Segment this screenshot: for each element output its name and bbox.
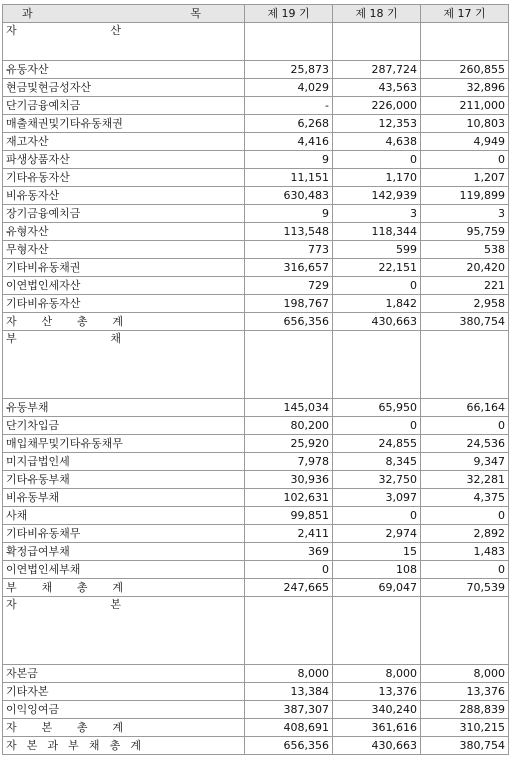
row-label: 이연법인세자산	[3, 277, 245, 295]
row-label: 기타비유동자산	[3, 295, 245, 313]
asset-total-row-value: 430,663	[333, 313, 421, 331]
row-value: 25,873	[245, 61, 333, 79]
row-value: 145,034	[245, 399, 333, 417]
row-label: 단기금융예치금	[3, 97, 245, 115]
row-value: 142,939	[333, 187, 421, 205]
row-label: 기타자본	[3, 683, 245, 701]
section-empty-cell	[421, 23, 509, 61]
row-value: 66,164	[421, 399, 509, 417]
row-value: 0	[333, 417, 421, 435]
liability-total-row-value: 247,665	[245, 579, 333, 597]
row-label: 기타비유동채권	[3, 259, 245, 277]
row-value: 630,483	[245, 187, 333, 205]
row-value: 3	[333, 205, 421, 223]
row-label: 기타유동부채	[3, 471, 245, 489]
table-row	[3, 507, 509, 525]
table-row	[3, 665, 509, 683]
row-label: 확정급여부채	[3, 543, 245, 561]
row-value: 260,855	[421, 61, 509, 79]
row-value: 221	[421, 277, 509, 295]
header-period-19: 제 19 기	[245, 5, 333, 23]
section-assets-label: 자 산	[3, 23, 245, 61]
row-value: 9	[245, 151, 333, 169]
row-value: 15	[333, 543, 421, 561]
row-label: 자본금	[3, 665, 245, 683]
row-value: 4,949	[421, 133, 509, 151]
row-value: 316,657	[245, 259, 333, 277]
table-row	[3, 241, 509, 259]
section-equity-label: 자 본	[3, 597, 245, 665]
row-value: 0	[333, 151, 421, 169]
row-label: 이연법인세부채	[3, 561, 245, 579]
row-label: 파생상품자산	[3, 151, 245, 169]
row-value: 0	[421, 417, 509, 435]
asset-total-row	[3, 313, 509, 331]
table-row	[3, 133, 509, 151]
table-row	[3, 259, 509, 277]
row-value: 0	[333, 277, 421, 295]
table-row	[3, 187, 509, 205]
header-period-17: 제 17 기	[421, 5, 509, 23]
row-value: 538	[421, 241, 509, 259]
row-value: 119,899	[421, 187, 509, 205]
asset-total-row-label: 자 산 총 계	[3, 313, 245, 331]
table-row	[3, 277, 509, 295]
row-value: 3	[421, 205, 509, 223]
equity-total-row-value: 361,616	[333, 719, 421, 737]
liability-total-row-value: 69,047	[333, 579, 421, 597]
row-value: 10,803	[421, 115, 509, 133]
header-row	[3, 5, 509, 23]
section-liabilities-label: 부 채	[3, 331, 245, 399]
row-value: 102,631	[245, 489, 333, 507]
table-row	[3, 79, 509, 97]
table-row	[3, 295, 509, 313]
row-label: 이익잉여금	[3, 701, 245, 719]
row-label: 기타유동자산	[3, 169, 245, 187]
row-value: 13,384	[245, 683, 333, 701]
row-value: 2,958	[421, 295, 509, 313]
row-value: 211,000	[421, 97, 509, 115]
row-value: 65,950	[333, 399, 421, 417]
row-label: 비유동부채	[3, 489, 245, 507]
grand-total-row-value: 380,754	[421, 737, 509, 755]
row-value: 32,896	[421, 79, 509, 97]
row-value: 8,000	[421, 665, 509, 683]
equity-total-row-value: 408,691	[245, 719, 333, 737]
table-row	[3, 701, 509, 719]
row-value: 32,750	[333, 471, 421, 489]
table-row	[3, 561, 509, 579]
row-value: 4,638	[333, 133, 421, 151]
row-label: 미지급법인세	[3, 453, 245, 471]
section-empty-cell	[333, 23, 421, 61]
table-row	[3, 435, 509, 453]
row-value: 0	[421, 561, 509, 579]
table-row	[3, 399, 509, 417]
table-row	[3, 115, 509, 133]
row-label: 비유동자산	[3, 187, 245, 205]
row-value: 9	[245, 205, 333, 223]
asset-total-row-value: 656,356	[245, 313, 333, 331]
row-value: 4,416	[245, 133, 333, 151]
row-label: 무형자산	[3, 241, 245, 259]
section-equity	[3, 597, 509, 665]
row-value: 13,376	[421, 683, 509, 701]
row-label: 매입채무및기타유동채무	[3, 435, 245, 453]
header-account: 과 목	[3, 5, 245, 23]
equity-total-row-value: 310,215	[421, 719, 509, 737]
row-value: 20,420	[421, 259, 509, 277]
row-value: 8,345	[333, 453, 421, 471]
row-value: 0	[333, 507, 421, 525]
row-value: 387,307	[245, 701, 333, 719]
table-row	[3, 525, 509, 543]
row-value: 288,839	[421, 701, 509, 719]
row-value: 6,268	[245, 115, 333, 133]
table-row	[3, 489, 509, 507]
row-value: 0	[245, 561, 333, 579]
table-row	[3, 417, 509, 435]
grand-total-row-value: 430,663	[333, 737, 421, 755]
liability-total-row-label: 부 채 총 계	[3, 579, 245, 597]
row-value: 0	[421, 151, 509, 169]
row-value: 32,281	[421, 471, 509, 489]
row-value: -	[245, 97, 333, 115]
row-value: 340,240	[333, 701, 421, 719]
row-value: 2,411	[245, 525, 333, 543]
row-label: 유동부채	[3, 399, 245, 417]
table-row	[3, 151, 509, 169]
row-label: 단기차입금	[3, 417, 245, 435]
row-value: 108	[333, 561, 421, 579]
section-empty-cell	[333, 331, 421, 399]
row-value: 1,483	[421, 543, 509, 561]
row-value: 24,536	[421, 435, 509, 453]
row-value: 729	[245, 277, 333, 295]
row-value: 11,151	[245, 169, 333, 187]
equity-total-row-label: 자 본 총 계	[3, 719, 245, 737]
row-value: 22,151	[333, 259, 421, 277]
header-period-18: 제 18 기	[333, 5, 421, 23]
row-value: 7,978	[245, 453, 333, 471]
row-label: 사채	[3, 507, 245, 525]
row-value: 9,347	[421, 453, 509, 471]
row-label: 재고자산	[3, 133, 245, 151]
liability-total-row-value: 70,539	[421, 579, 509, 597]
table-row	[3, 223, 509, 241]
section-liabilities	[3, 331, 509, 399]
table-row	[3, 169, 509, 187]
row-value: 773	[245, 241, 333, 259]
row-value: 198,767	[245, 295, 333, 313]
liability-total-row	[3, 579, 509, 597]
row-value: 0	[421, 507, 509, 525]
financial-statement-table	[2, 4, 509, 755]
row-value: 599	[333, 241, 421, 259]
grand-total-row-label: 자 본 과 부 채 총 계	[3, 737, 245, 755]
row-value: 99,851	[245, 507, 333, 525]
table-row	[3, 205, 509, 223]
section-empty-cell	[245, 331, 333, 399]
row-value: 24,855	[333, 435, 421, 453]
section-assets	[3, 23, 509, 61]
section-empty-cell	[421, 331, 509, 399]
table-row	[3, 61, 509, 79]
grand-total-row	[3, 737, 509, 755]
table-row	[3, 543, 509, 561]
row-value: 4,029	[245, 79, 333, 97]
row-label: 현금및현금성자산	[3, 79, 245, 97]
row-value: 8,000	[333, 665, 421, 683]
row-value: 113,548	[245, 223, 333, 241]
row-value: 25,920	[245, 435, 333, 453]
table-row	[3, 683, 509, 701]
section-empty-cell	[245, 23, 333, 61]
row-label: 유형자산	[3, 223, 245, 241]
equity-total-row	[3, 719, 509, 737]
row-value: 118,344	[333, 223, 421, 241]
row-label: 장기금융예치금	[3, 205, 245, 223]
row-value: 3,097	[333, 489, 421, 507]
row-value: 4,375	[421, 489, 509, 507]
section-empty-cell	[333, 597, 421, 665]
table-row	[3, 97, 509, 115]
grand-total-row-value: 656,356	[245, 737, 333, 755]
row-value: 1,207	[421, 169, 509, 187]
row-value: 43,563	[333, 79, 421, 97]
section-empty-cell	[245, 597, 333, 665]
row-value: 13,376	[333, 683, 421, 701]
row-value: 226,000	[333, 97, 421, 115]
section-empty-cell	[421, 597, 509, 665]
row-value: 1,842	[333, 295, 421, 313]
table-row	[3, 471, 509, 489]
row-label: 매출채권및기타유동채권	[3, 115, 245, 133]
row-label: 기타비유동채무	[3, 525, 245, 543]
row-value: 8,000	[245, 665, 333, 683]
table-row	[3, 453, 509, 471]
row-value: 287,724	[333, 61, 421, 79]
row-value: 2,892	[421, 525, 509, 543]
asset-total-row-value: 380,754	[421, 313, 509, 331]
row-value: 369	[245, 543, 333, 561]
row-value: 12,353	[333, 115, 421, 133]
row-value: 2,974	[333, 525, 421, 543]
row-value: 30,936	[245, 471, 333, 489]
row-value: 95,759	[421, 223, 509, 241]
row-value: 1,170	[333, 169, 421, 187]
row-label: 유동자산	[3, 61, 245, 79]
row-value: 80,200	[245, 417, 333, 435]
